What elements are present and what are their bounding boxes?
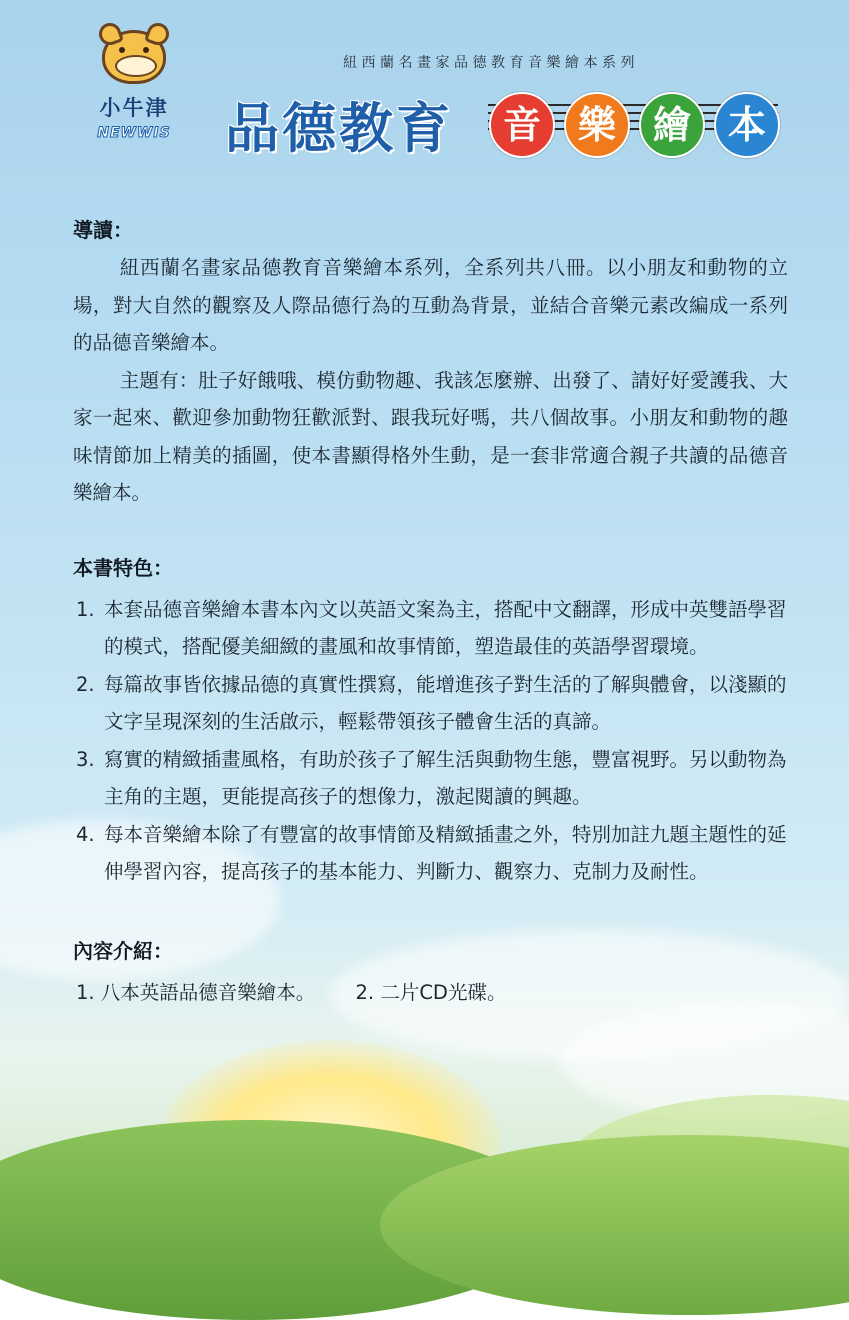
list-item-number: 3. [76,747,95,771]
list-item-number: 4. [76,822,95,846]
brand-name: 小牛津 [99,96,169,120]
list-item-number: 1. [76,597,95,621]
list-item-text: 本套品德音樂繪本書本內文以英語文案為主，搭配中文翻譯，形成中英雙語學習的模式，搭配優美細緻的畫風和故事情節，塑造最佳的英語學習環境。 [104,597,787,658]
mascot-snout [115,55,157,77]
intro-paragraph: 紐西蘭名畫家品德教育音樂繪本系列，全系列共八冊。以小朋友和動物的立場，對大自然的觀察及人際品德行為的互動為背景，並結合音樂元素改編成一系列的品德音樂繪本。 [73,256,788,354]
list-item [73,741,788,816]
mascot-eye [143,47,149,53]
brand-logo [84,30,184,141]
contents-item: 2. 二片CD光碟。 [355,980,507,1004]
series-subtitle: 紐西蘭名畫家品德教育音樂繪本系列 [343,55,639,71]
intro-paragraph: 主題有：肚子好餓哦、模仿動物趣、我該怎麼辦、出發了、請好好愛護我、大家一起來、歡迎參加動物狂歡派對、跟我玩好嗎，共八個故事。小朋友和動物的趣味情節加上精美的插圖，使本書顯得格外生動，是一套非常適合親子共讀的品德音樂繪本。 [73,368,788,504]
title-badge-hui: 繪 [639,92,705,158]
title-badge-yin: 音 [489,92,555,158]
content-body [73,214,788,1011]
list-item-text: 寫實的精緻插畫風格，有助於孩子了解生活與動物生態，豐富視野。另以動物為主角的主題，更能提高孩子的想像力，激起閱讀的興趣。 [104,747,787,808]
title-badge-yue: 樂 [564,92,630,158]
contents-item: 1. 八本英語品德音樂繪本。 [76,980,316,1004]
intro-heading: 導讀： [73,218,133,242]
list-item-text: 每篇故事皆依據品德的真實性撰寫，能增進孩子對生活的了解與體會，以淺顯的文字呈現深刻的生活啟示，輕鬆帶領孩子體會生活的真諦。 [104,672,787,733]
calf-mascot-icon [102,30,166,84]
features-heading: 本書特色： [73,555,173,580]
brand-english-name: NEWWIS [97,125,171,141]
list-item [73,816,788,891]
contents-list [73,974,788,1012]
list-item [73,666,788,741]
title-badge-ben: 本 [714,92,780,158]
mascot-eye [119,47,125,53]
main-title: 品德教育 [225,97,453,160]
contents-heading: 內容介紹： [73,938,173,963]
features-list [73,591,788,891]
list-item-number: 2. [76,672,95,696]
list-item [73,591,788,666]
list-item-text: 每本音樂繪本除了有豐富的故事情節及精緻插畫之外，特別加註九題主題性的延伸學習內容，提高孩子的基本能力、判斷力、觀察力、克制力及耐性。 [104,822,787,883]
